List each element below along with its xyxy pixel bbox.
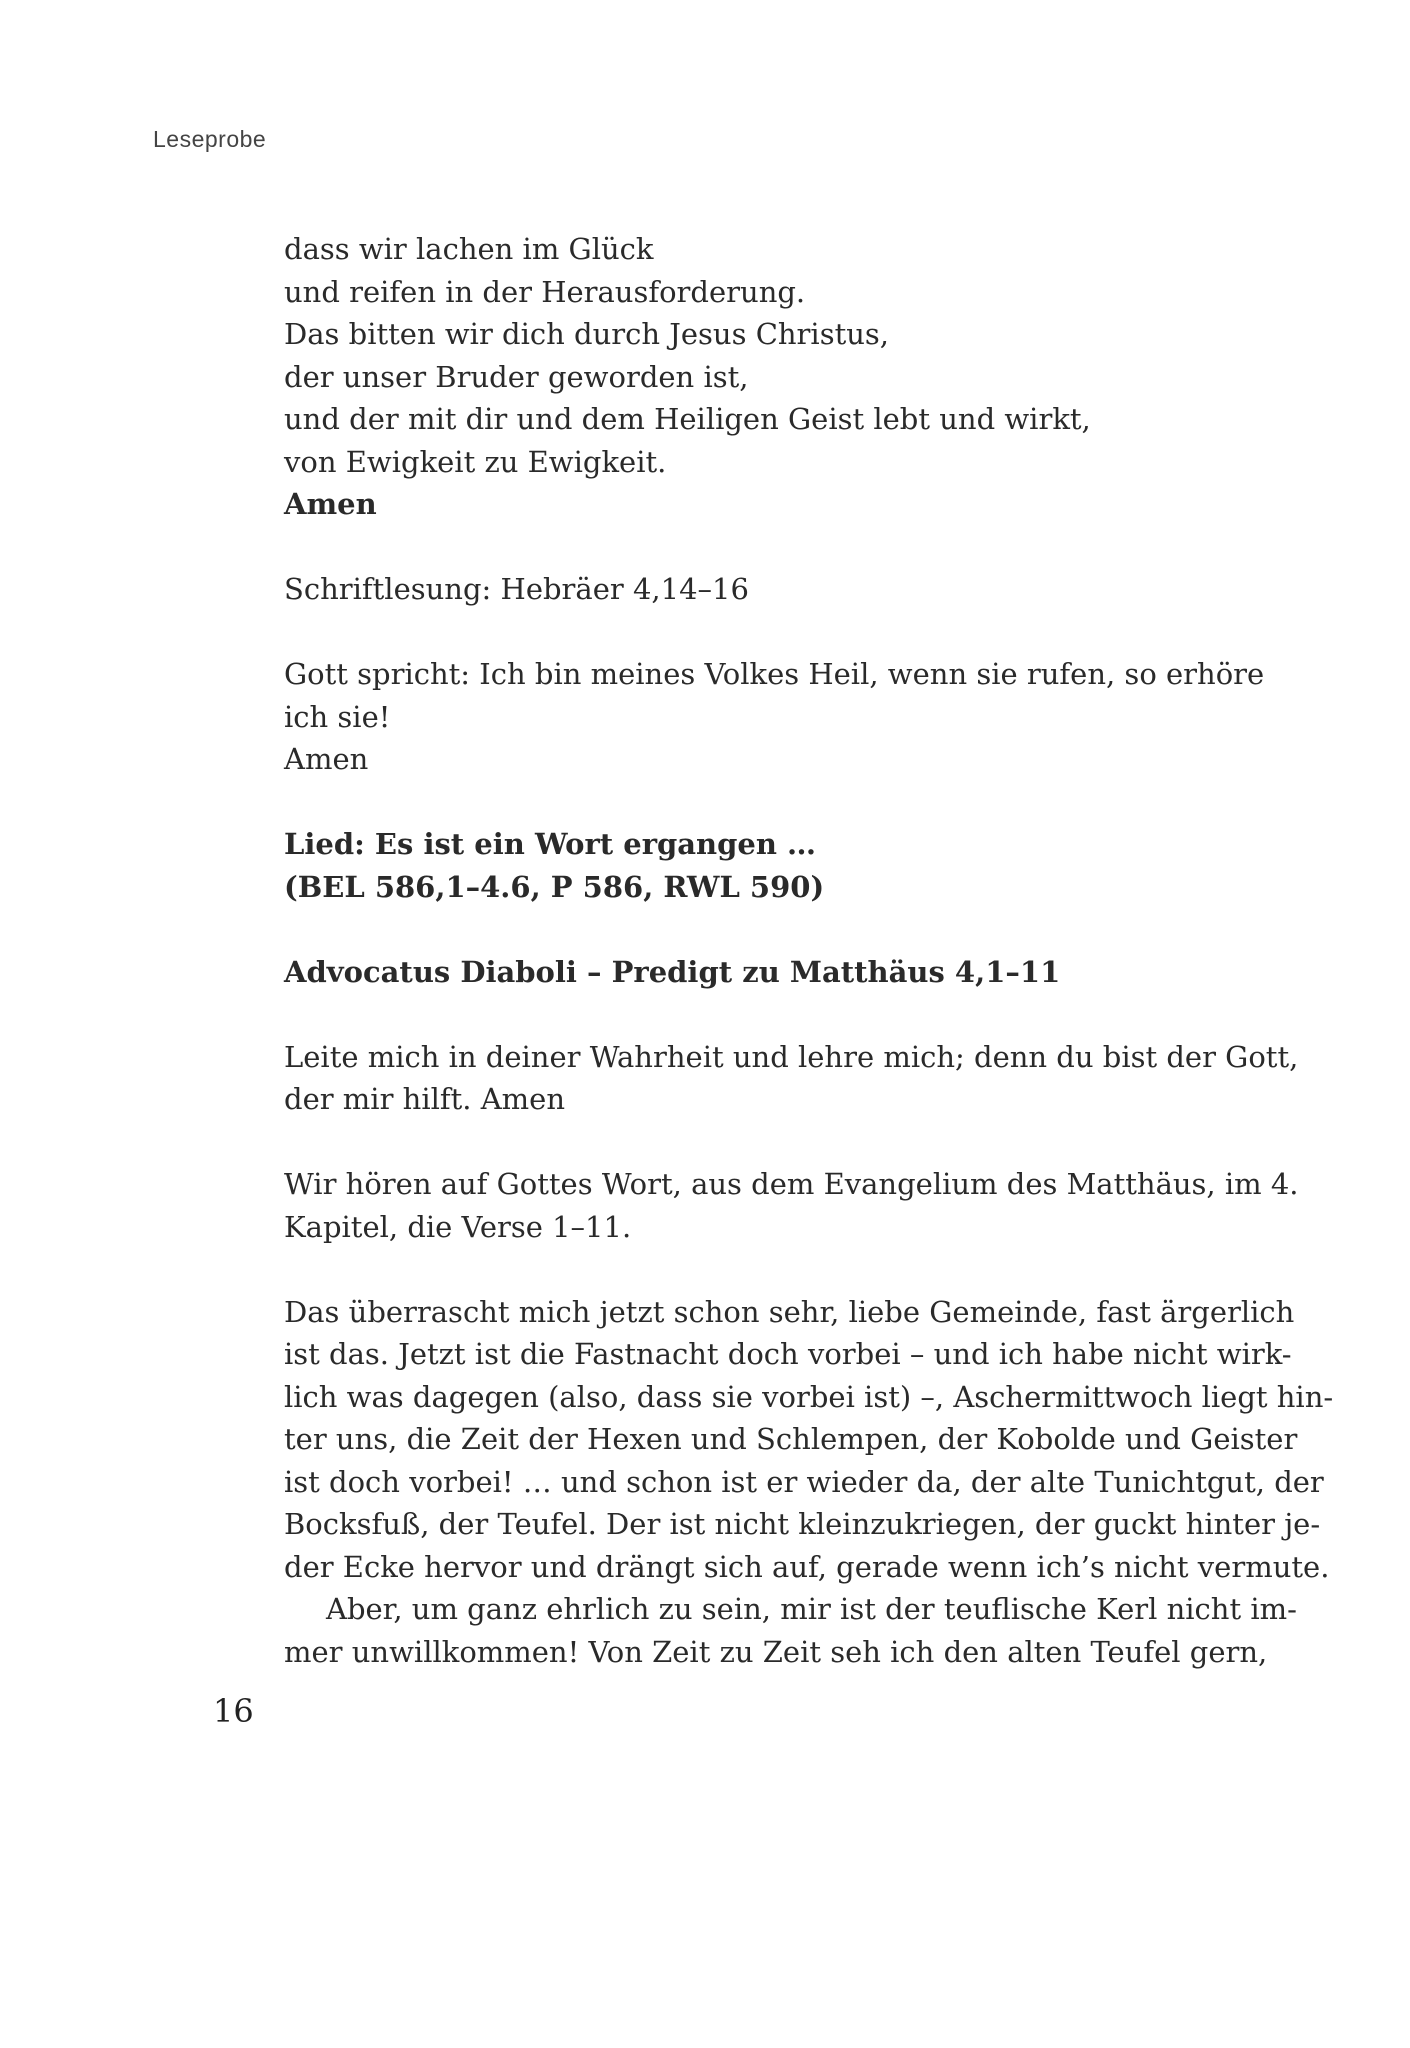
text-line: Bocksfuß, der Teufel. Der ist nicht kleinzukriegen, der guckt hinter je- [284,1507,1321,1541]
text-line: Das bitten wir dich durch Jesus Christus, [284,317,890,351]
quote-amen: Amen [284,742,369,776]
text-line: Kapitel, die Verse 1–11. [284,1209,632,1244]
text-line: von Ewigkeit zu Ewigkeit. [284,444,667,479]
running-head: Leseprobe [153,126,267,152]
scripture-reading: Schriftlesung: Hebräer 4,14–16 [284,572,749,606]
text-line: und reifen in der Herausforderung. [284,274,806,309]
text-line: und der mit dir und dem Heiligen Geist lebt und wirkt, [284,402,1091,436]
text-line: der Ecke hervor und drängt sich auf, gerade wenn ich’s nicht vermute. [284,1549,1330,1584]
song-references: (BEL 586,1–4.6, P 586, RWL 590) [284,869,825,904]
sermon-heading: Advocatus Diaboli – Predigt zu Matthäus 4,1–11 [284,954,1061,989]
song-title: Lied: Es ist ein Wort ergangen … [284,827,817,861]
text-line: ist das. Jetzt ist die Fastnacht doch vorbei – und ich habe nicht wirk- [284,1337,1292,1371]
page-number: 16 [213,1692,254,1730]
text-line: mer unwillkommen! Von Zeit zu Zeit seh ich den alten Teufel gern, [284,1634,1268,1669]
text-line: der mir hilft. Amen [284,1082,565,1116]
text-line: der unser Bruder geworden ist, [284,359,749,394]
text-line: Aber, um ganz ehrlich zu sein, mir ist der teuflische Kerl nicht im- [326,1592,1297,1626]
text-line: Leite mich in deiner Wahrheit und lehre mich; denn du bist der Gott, [284,1039,1299,1074]
prayer-amen: Amen [284,487,377,521]
text-line: lich was dagegen (also, dass sie vorbei ist) –, Aschermittwoch liegt hin- [284,1379,1334,1414]
text-line: Gott spricht: Ich bin meines Volkes Heil, wenn sie rufen, so erhöre [284,657,1265,691]
text-line: dass wir lachen im Glück [284,232,654,266]
text-line: ich sie! [284,699,391,734]
text-line: ter uns, die Zeit der Hexen und Schlempen, der Kobolde und Geister [284,1422,1298,1456]
text-line: Das überrascht mich jetzt schon sehr, liebe Gemeinde, fast ärgerlich [284,1294,1295,1329]
text-line: Wir hören auf Gottes Wort, aus dem Evangelium des Matthäus, im 4. [284,1167,1299,1201]
text-line: ist doch vorbei! … und schon ist er wieder da, der alte Tunichtgut, der [284,1464,1324,1499]
page-body [284,228,1334,1673]
